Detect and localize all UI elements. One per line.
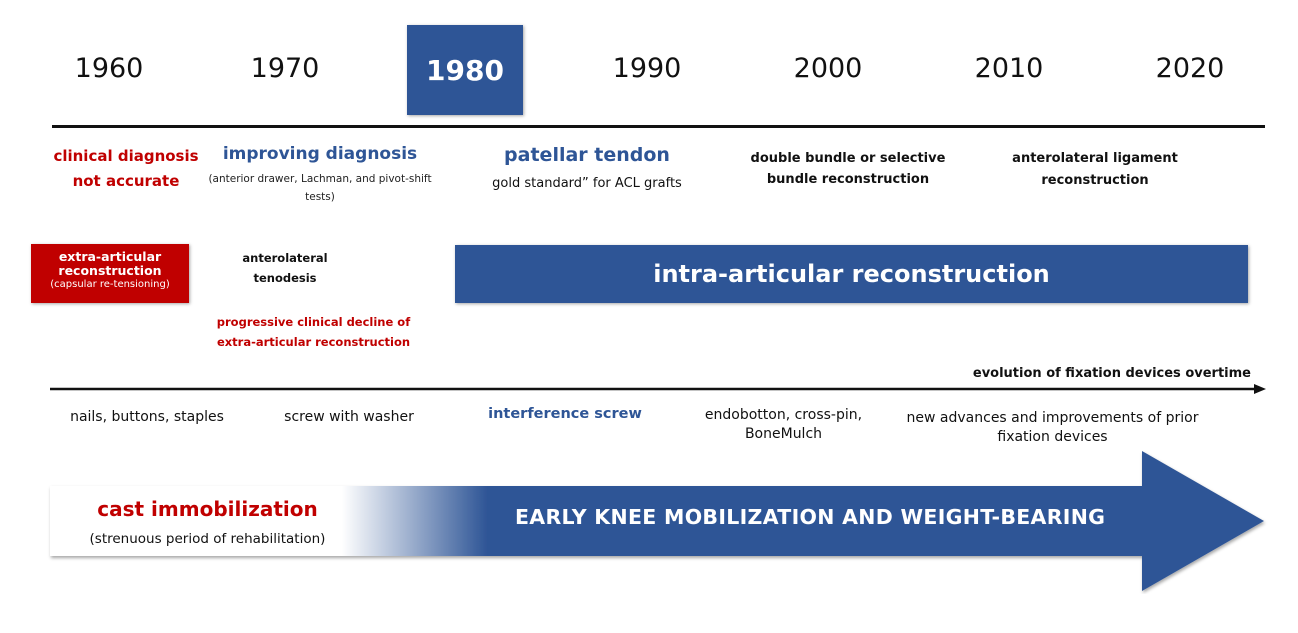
intra-articular-bar: intra-articular reconstruction [455, 245, 1248, 303]
fixation-1960: nails, buttons, staples [70, 409, 224, 425]
diagnosis-2010: anterolateral ligament reconstruction [1012, 151, 1178, 188]
diagnosis-1970-title: improving diagnosis [222, 144, 418, 164]
fixation-1970: screw with washer [284, 409, 414, 425]
fixation-2000: endobotton, cross-pin, BoneMulch [704, 407, 863, 442]
decade-1980-highlight: 1980 [407, 25, 523, 115]
fixation-2010: new advances and improvements of prior fixation devices [906, 410, 1199, 445]
diagnosis-1980-title: patellar tendon [504, 144, 670, 166]
clinical-decline-note: progressive clinical decline of extra-articular reconstruction [216, 315, 411, 349]
decade-2010: 2010 [974, 53, 1044, 84]
fixation-arrow [50, 381, 1268, 397]
diagnosis-1980-sub: gold standard” for ACL grafts [492, 176, 682, 191]
diagnosis-2000: double bundle or selective bundle reconstruction [750, 151, 946, 187]
extra-articular-box: extra-articular reconstruction (capsular re-tensioning) [31, 244, 189, 303]
decade-1990: 1990 [612, 53, 682, 84]
decade-1960: 1960 [74, 53, 144, 84]
fixation-label: evolution of fixation devices overtime [972, 366, 1251, 381]
early-mobilization-label: EARLY KNEE MOBILIZATION AND WEIGHT-BEARING [515, 505, 1106, 529]
diagnosis-1960: clinical diagnosis not accurate [53, 147, 199, 190]
cast-immobilization-sub: (strenuous period of rehabilitation) [89, 531, 326, 547]
fixation-1980: interference screw [488, 406, 642, 422]
decade-2000: 2000 [793, 53, 863, 84]
diagnosis-1970-sub: (anterior drawer, Lachman, and pivot-shift tests) [208, 173, 432, 203]
anterolateral-tenodesis: anterolateral tenodesis [242, 251, 328, 285]
decade-1970: 1970 [250, 53, 320, 84]
decade-2020: 2020 [1155, 53, 1225, 84]
timeline-top-line [52, 125, 1265, 128]
cast-immobilization-title: cast immobilization [97, 497, 318, 521]
